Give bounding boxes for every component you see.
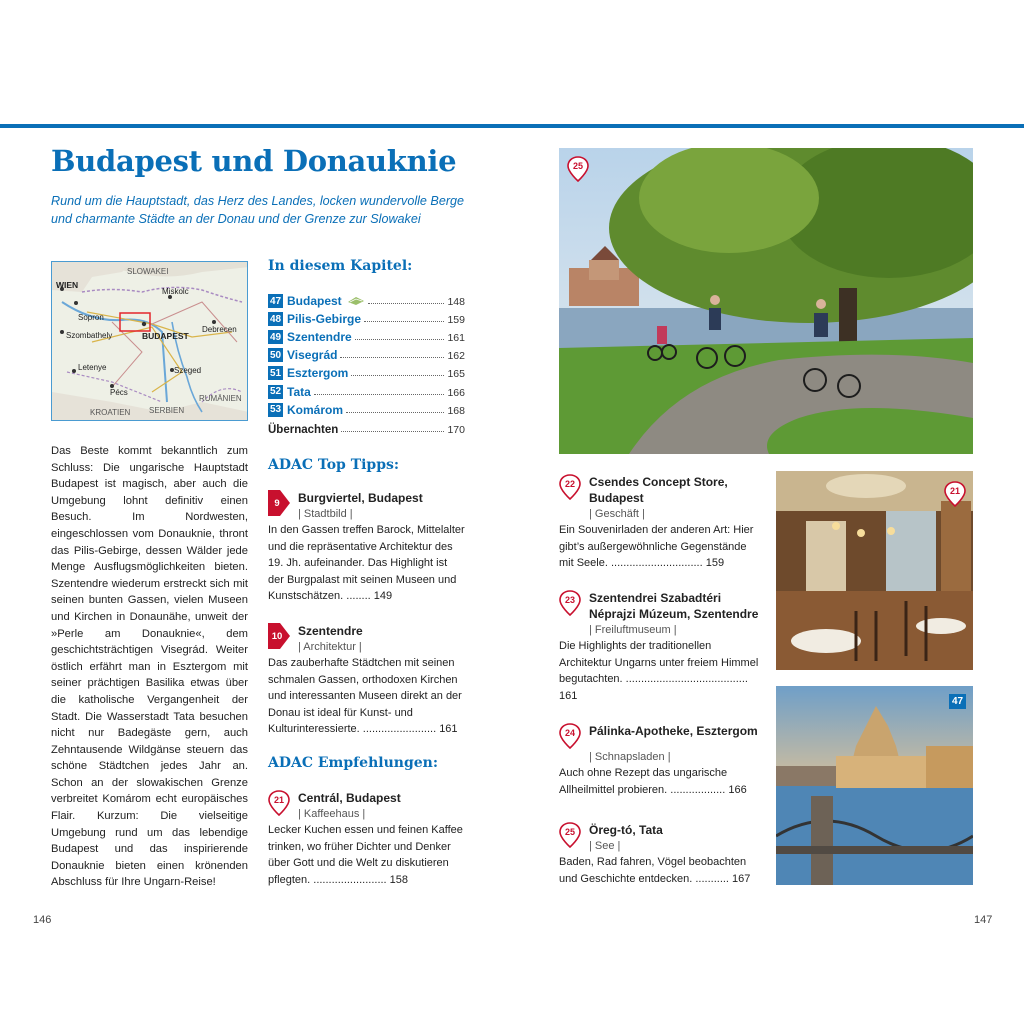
recommendation-page: 166: [728, 783, 747, 796]
chapter-name: Visegrád: [287, 348, 338, 363]
top-tip-item[interactable]: [268, 623, 465, 738]
top-tip-badge-icon: 9: [268, 490, 290, 516]
map-label-wien: WIEN: [56, 280, 79, 290]
top-tip-item[interactable]: [268, 490, 465, 605]
page-title: Budapest und Donauknie: [51, 144, 457, 178]
map-label-serbien: SERBIEN: [149, 406, 185, 415]
recommendation-item[interactable]: [559, 474, 764, 572]
chapter-page: 159: [447, 314, 465, 327]
recommendation-category: | Geschäft |: [589, 508, 645, 520]
top-accent-bar: [0, 124, 1024, 128]
page-number-left: 146: [33, 914, 52, 926]
chapter-item[interactable]: [268, 344, 465, 362]
recommendation-item[interactable]: [559, 723, 764, 798]
chapter-name: Tata: [287, 384, 311, 399]
recommendation-item[interactable]: [559, 822, 764, 887]
recommendation-page: 158: [389, 873, 409, 886]
chapter-name: Komárom: [287, 402, 344, 417]
recommendation-body: Lecker Kuchen essen und feinen Kaffee trinken, wo früher Dichter und Denker über Gott und die Welt zu diskutieren pflegten. ........................ 158: [268, 824, 463, 886]
recommendation-body: Ein Souvenirladen der anderen Art: Hier gibt’s außergewöhnliche Gegenstände mit Seele. .............................. 159: [559, 524, 754, 570]
chapter-page: 166: [447, 386, 465, 399]
photo-lake-cyclists: [559, 148, 973, 454]
recommendation-item[interactable]: [559, 590, 764, 704]
map-label-sopron: Sopron: [78, 313, 104, 322]
map-label-miskolc: Miskolc: [162, 287, 189, 296]
map-label-letenye: Letenye: [78, 363, 107, 372]
map-label-pecs: Pécs: [110, 388, 128, 397]
region-map: [51, 261, 248, 421]
map-pin-icon: 21: [944, 481, 966, 507]
top-tip-title: Burgviertel, Budapest: [298, 491, 423, 505]
chapter-item[interactable]: [268, 290, 465, 308]
recommendation-title: Centrál, Budapest: [298, 791, 401, 805]
map-label-budapest: BUDAPEST: [142, 331, 189, 341]
recommendation-title: Csendes Concept Store, Budapest: [589, 475, 728, 505]
top-tip-body: In den Gassen treffen Barock, Mittelalter und die repräsentative Architektur des 19. Jh. aufeinander. Das Highlight ist der Burgpalast mit seinen Museen und Kunstschätzen. ........ 149: [268, 524, 465, 603]
chapter-page: 170: [447, 423, 465, 436]
chapter-name: Szentendre: [287, 330, 352, 345]
photo-parliament-bridge: [776, 686, 973, 885]
recommendation-page: 167: [732, 872, 751, 885]
recommendation-body: Die Highlights der traditionellen Architektur Ungarns unter freiem Himmel begutachten. ........................................ 161: [559, 640, 759, 702]
chapter-name: Pilis-Gebirge: [287, 312, 362, 327]
recommendation-page: 159: [705, 557, 725, 570]
photo-cafe-interior: [776, 471, 973, 670]
chapter-item[interactable]: [268, 362, 465, 380]
map-label-szombathely: Szombathely: [66, 331, 113, 340]
top-tip-title: Szentendre: [298, 624, 363, 638]
map-label-szeged: Szeged: [174, 366, 202, 375]
chapter-page: 148: [447, 296, 465, 309]
map-label-rumanien: RUMÄNIEN: [199, 394, 242, 403]
intro-text: Das Beste kommt bekanntlich zum Schluss: Die ungarische Hauptstadt Budapest ist magisch, aber auch die Umgebung lohnt definitiv einen Besuch. Im Nordwesten, eingeschlossen vom Donauknie, thront das Pilis-Gebirge, dessen Wälder jede Menge Ausflugsmöglichkeiten bieten. Szentendre wiederum erstreckt sich mit seinen bunten Gassen, vielen Museen und Kirchen in Donaunähe, unweit der »Perle am Donauknie«, dem geschichtsträchtigen Visegrád. Weiter östlich erfährt man in Esztergom mit seiner prächtigen Basilika etwas über die katholische Vergangenheit der Stadt. Die Wasserstadt Tata besuchen nicht nur Badegäste gern, auch Zehntausende Wildgänse steuern das schöne Städtchen jedes Jahr an. Schon an der slowakischen Grenze verbreitet Komárom echt europäisches Flair. Kurzum: Die vielseitige Umgebung rund um das lebendige Budapest und das inspirierende Donauknie bieten einen krönenden Abschluss für Ihre Ungarn-Reise!: [51, 445, 248, 889]
book-icon: [347, 295, 365, 305]
chapter-item[interactable]: [268, 399, 465, 417]
recommendations-heading: ADAC Empfehlungen:: [268, 755, 438, 771]
top-tip-body: Das zauberhafte Städtchen mit seinen schmalen Gassen, orthodoxen Kirchen und interessanten Museen direkt an der Donau ist ideal für Kunst- und Kulturinteressierte. ........................ 161: [268, 657, 462, 736]
top-tip-category: | Architektur |: [298, 641, 362, 653]
chapter-badge: 47: [949, 694, 966, 709]
page-number-right: 147: [974, 914, 993, 926]
chapter-number: 47: [269, 295, 282, 307]
chapter-number: 53: [269, 404, 282, 416]
chapter-number: 51: [269, 367, 282, 379]
recommendation-title: Szentendrei Szabadtéri Néprajzi Múzeum, Szentendre: [589, 591, 759, 621]
recommendation-category: | Freiluftmuseum |: [589, 624, 677, 636]
top-tip-page: 149: [373, 590, 393, 603]
top-tip-badge-icon: 10: [268, 623, 290, 649]
top-tips-heading: ADAC Top Tipps:: [268, 457, 400, 473]
map-label-kroatien: KROATIEN: [90, 408, 131, 417]
chapter-number: 49: [269, 331, 282, 343]
chapter-heading: In diesem Kapitel:: [268, 258, 413, 274]
chapter-item[interactable]: [268, 308, 465, 326]
recommendation-body: Auch ohne Rezept das ungarische Allheilmittel probieren. .................. 166: [559, 767, 747, 796]
recommendation-page: 161: [559, 689, 578, 702]
chapter-item-stay[interactable]: [268, 418, 465, 436]
map-pin-icon: 25: [567, 156, 589, 182]
recommendation-category: | Kaffeehaus |: [298, 808, 366, 820]
chapter-page: 161: [447, 332, 465, 345]
chapter-list: [268, 290, 465, 436]
map-label-debrecen: Debrecen: [202, 325, 237, 334]
chapter-page: 168: [447, 404, 465, 417]
chapter-number: 50: [269, 349, 282, 361]
chapter-page: 162: [447, 350, 465, 363]
map-pin-icon: 22: [559, 474, 581, 500]
top-tip-page: 161: [439, 723, 458, 736]
chapter-item[interactable]: [268, 380, 465, 398]
recommendation-title: Pálinka-Apotheke, Esztergom: [589, 724, 758, 738]
chapter-name: Esztergom: [287, 366, 349, 381]
map-pin-icon: 24: [559, 723, 581, 749]
recommendation-title: Öreg-tó, Tata: [589, 823, 663, 837]
map-pin-icon: 21: [268, 790, 290, 816]
chapter-number: 48: [269, 313, 282, 325]
chapter-name: Übernachten: [268, 423, 339, 436]
chapter-number: 52: [269, 386, 282, 398]
chapter-item[interactable]: [268, 326, 465, 344]
chapter-page: 165: [447, 368, 465, 381]
map-pin-icon: 25: [559, 822, 581, 848]
top-tip-category: | Stadtbild |: [298, 508, 353, 520]
recommendation-item[interactable]: [268, 790, 465, 888]
chapter-name: Budapest: [287, 294, 342, 309]
recommendation-category: | Schnapsladen |: [589, 751, 671, 763]
recommendation-body: Baden, Rad fahren, Vögel beobachten und Geschichte entdecken. ........... 167: [559, 856, 751, 885]
page-subtitle: Rund um die Hauptstadt, das Herz des Landes, locken wundervolle Berge und charmante Städte an der Donau und der Grenze zur Slowakei: [51, 194, 465, 226]
recommendation-category: | See |: [589, 840, 621, 852]
map-label-slowakei: SLOWAKEI: [127, 267, 169, 276]
map-pin-icon: 23: [559, 590, 581, 616]
